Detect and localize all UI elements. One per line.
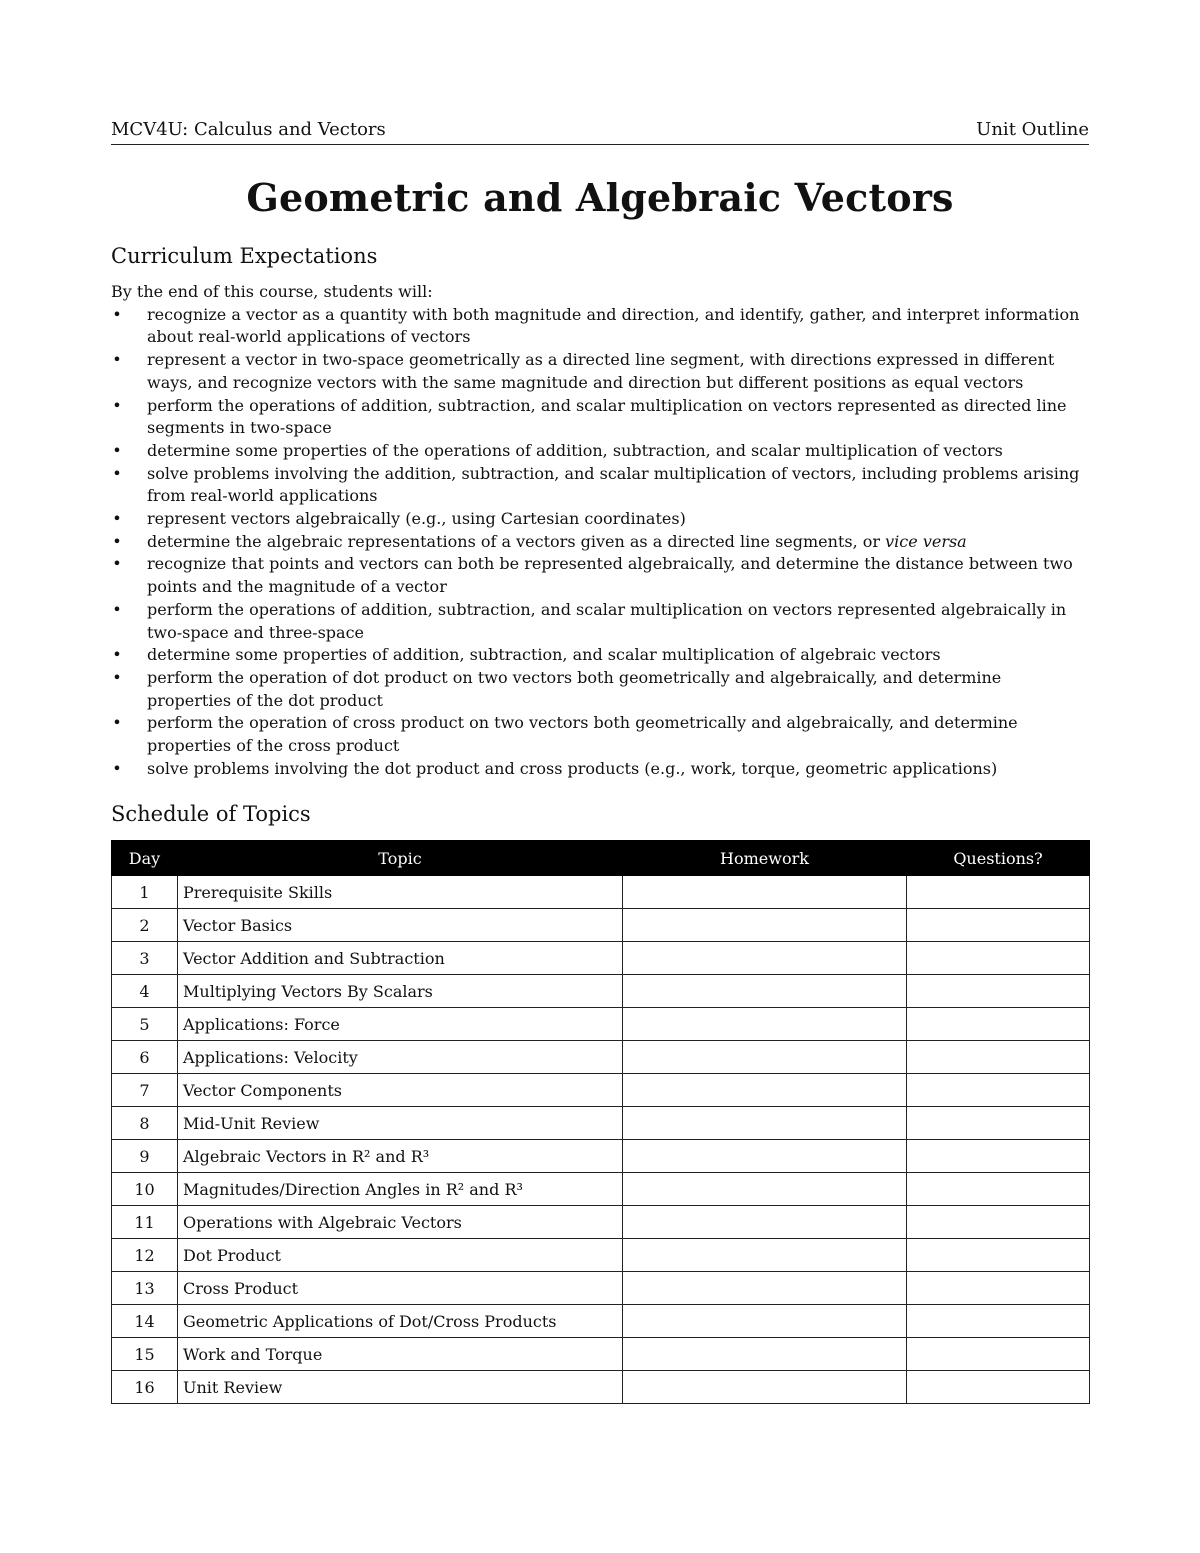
schedule-heading: Schedule of Topics — [111, 802, 311, 827]
homework-cell[interactable] — [623, 1107, 907, 1140]
questions-cell[interactable] — [907, 1206, 1090, 1239]
homework-cell[interactable] — [623, 1008, 907, 1041]
homework-cell[interactable] — [623, 1371, 907, 1404]
homework-cell[interactable] — [623, 942, 907, 975]
day-cell: 6 — [112, 1041, 178, 1074]
bullet-icon: • — [112, 509, 122, 529]
bullet-icon: • — [112, 440, 122, 460]
column-header-homework: Homework — [623, 841, 907, 876]
list-item: • recognize a vector as a quantity with both magnitude and direction, and identify, gather, and interpret information about real-world applications of vectors — [112, 304, 1080, 347]
topic-cell: Multiplying Vectors By Scalars — [178, 975, 623, 1008]
day-cell: 14 — [112, 1305, 178, 1338]
list-item: • determine the algebraic representations of a vectors given as a directed line segments, or vice versa — [111, 531, 1089, 554]
bullet-icon: • — [112, 713, 122, 733]
day-cell: 2 — [112, 909, 178, 942]
table-row — [112, 909, 1090, 942]
table-row — [112, 876, 1090, 909]
questions-cell[interactable] — [907, 1140, 1090, 1173]
topic-cell: Prerequisite Skills — [178, 876, 623, 909]
questions-cell[interactable] — [907, 1305, 1090, 1338]
topic-cell: Vector Basics — [178, 909, 623, 942]
day-cell: 15 — [112, 1338, 178, 1371]
questions-cell[interactable] — [907, 1173, 1090, 1206]
day-cell: 9 — [112, 1140, 178, 1173]
curriculum-heading: Curriculum Expectations — [111, 244, 378, 268]
page-header — [111, 114, 1089, 145]
day-cell: 13 — [112, 1272, 178, 1305]
day-cell: 7 — [112, 1074, 178, 1107]
topic-cell: Vector Components — [178, 1074, 623, 1107]
day-cell: 10 — [112, 1173, 178, 1206]
table-row — [112, 1008, 1090, 1041]
list-item: • perform the operations of addition, subtraction, and scalar multiplication on vectors represented algebraically in two-space and three-space — [112, 599, 1067, 642]
homework-cell[interactable] — [623, 1305, 907, 1338]
bullet-icon: • — [112, 531, 122, 551]
table-row — [112, 1074, 1090, 1107]
table-row — [112, 1173, 1090, 1206]
topic-cell: Applications: Velocity — [178, 1041, 623, 1074]
questions-cell[interactable] — [907, 1107, 1090, 1140]
bullet-icon: • — [112, 463, 122, 483]
questions-cell[interactable] — [907, 1239, 1090, 1272]
bullet-icon: • — [112, 667, 122, 687]
table-row — [112, 1338, 1090, 1371]
day-cell: 16 — [112, 1371, 178, 1404]
homework-cell[interactable] — [623, 1338, 907, 1371]
day-cell: 8 — [112, 1107, 178, 1140]
column-header-day: Day — [112, 841, 178, 876]
homework-cell[interactable] — [623, 1206, 907, 1239]
curriculum-intro: By the end of this course, students will: — [111, 282, 433, 301]
day-cell: 1 — [112, 876, 178, 909]
schedule-table — [111, 840, 1090, 1404]
course-name: MCV4U: Calculus and Vectors — [111, 119, 386, 140]
column-header-topic: Topic — [178, 841, 623, 876]
list-item: • solve problems involving the addition, subtraction, and scalar multiplication of vectors, including problems arising from real-world applications — [112, 463, 1080, 506]
questions-cell[interactable] — [907, 909, 1090, 942]
list-item: • perform the operation of cross product on two vectors both geometrically and algebraically, and determine properties of the cross product — [112, 713, 1018, 756]
homework-cell[interactable] — [623, 909, 907, 942]
questions-cell[interactable] — [907, 1074, 1090, 1107]
document-page — [111, 114, 1089, 1404]
homework-cell[interactable] — [623, 1074, 907, 1107]
topic-cell: Work and Torque — [178, 1338, 623, 1371]
questions-cell[interactable] — [907, 942, 1090, 975]
topic-cell: Magnitudes/Direction Angles in R² and R³ — [178, 1173, 623, 1206]
questions-cell[interactable] — [907, 1338, 1090, 1371]
bullet-icon: • — [112, 645, 122, 665]
table-row — [112, 975, 1090, 1008]
table-row — [112, 942, 1090, 975]
day-cell: 11 — [112, 1206, 178, 1239]
bullet-icon: • — [112, 758, 122, 778]
list-item: • determine some properties of the operations of addition, subtraction, and scalar multiplication of vectors — [111, 440, 1089, 463]
list-item: • solve problems involving the dot product and cross products (e.g., work, torque, geometric applications) — [111, 758, 1089, 781]
document-type: Unit Outline — [976, 119, 1089, 140]
day-cell: 5 — [112, 1008, 178, 1041]
bullet-icon: • — [112, 554, 122, 574]
questions-cell[interactable] — [907, 876, 1090, 909]
topic-cell: Cross Product — [178, 1272, 623, 1305]
column-header-questions: Questions? — [907, 841, 1090, 876]
homework-cell[interactable] — [623, 1272, 907, 1305]
day-cell: 4 — [112, 975, 178, 1008]
homework-cell[interactable] — [623, 1140, 907, 1173]
topic-cell: Algebraic Vectors in R² and R³ — [178, 1140, 623, 1173]
table-row — [112, 1041, 1090, 1074]
bullet-icon: • — [112, 350, 122, 370]
list-item: • perform the operations of addition, subtraction, and scalar multiplication on vectors represented as directed line segments in two-space — [112, 395, 1067, 438]
topic-cell: Operations with Algebraic Vectors — [178, 1206, 623, 1239]
questions-cell[interactable] — [907, 1041, 1090, 1074]
bullet-icon: • — [112, 599, 122, 619]
page-title: Geometric and Algebraic Vectors — [246, 175, 954, 220]
homework-cell[interactable] — [623, 876, 907, 909]
homework-cell[interactable] — [623, 1041, 907, 1074]
topic-cell: Geometric Applications of Dot/Cross Products — [178, 1305, 623, 1338]
table-row — [112, 1107, 1090, 1140]
questions-cell[interactable] — [907, 1272, 1090, 1305]
table-row — [112, 1371, 1090, 1404]
table-row — [112, 1305, 1090, 1338]
topic-cell: Mid-Unit Review — [178, 1107, 623, 1140]
topic-cell: Applications: Force — [178, 1008, 623, 1041]
table-row — [112, 1272, 1090, 1305]
expectations-list — [111, 304, 1089, 781]
table-row — [112, 1206, 1090, 1239]
list-item: • recognize that points and vectors can both be represented algebraically, and determine the distance between two points and the magnitude of a vector — [112, 554, 1073, 597]
questions-cell[interactable] — [907, 1008, 1090, 1041]
table-row — [112, 1239, 1090, 1272]
list-item: • represent vectors algebraically (e.g., using Cartesian coordinates) — [111, 508, 1089, 531]
day-cell: 3 — [112, 942, 178, 975]
day-cell: 12 — [112, 1239, 178, 1272]
topic-cell: Unit Review — [178, 1371, 623, 1404]
list-item: • represent a vector in two-space geometrically as a directed line segment, with directions expressed in different ways, and recognize vectors with the same magnitude and direction but different positions as equal vectors — [112, 350, 1055, 392]
bullet-icon: • — [112, 304, 122, 324]
bullet-icon: • — [112, 395, 122, 415]
table-header-row — [112, 841, 1090, 876]
questions-cell[interactable] — [907, 975, 1090, 1008]
questions-cell[interactable] — [907, 1371, 1090, 1404]
homework-cell[interactable] — [623, 975, 907, 1008]
list-item: • perform the operation of dot product on two vectors both geometrically and algebraically, and determine properties of the dot product — [112, 667, 1002, 710]
table-row — [112, 1140, 1090, 1173]
homework-cell[interactable] — [623, 1239, 907, 1272]
homework-cell[interactable] — [623, 1173, 907, 1206]
list-item: • determine some properties of addition, subtraction, and scalar multiplication of algebraic vectors — [111, 644, 1089, 667]
topic-cell: Dot Product — [178, 1239, 623, 1272]
topic-cell: Vector Addition and Subtraction — [178, 942, 623, 975]
